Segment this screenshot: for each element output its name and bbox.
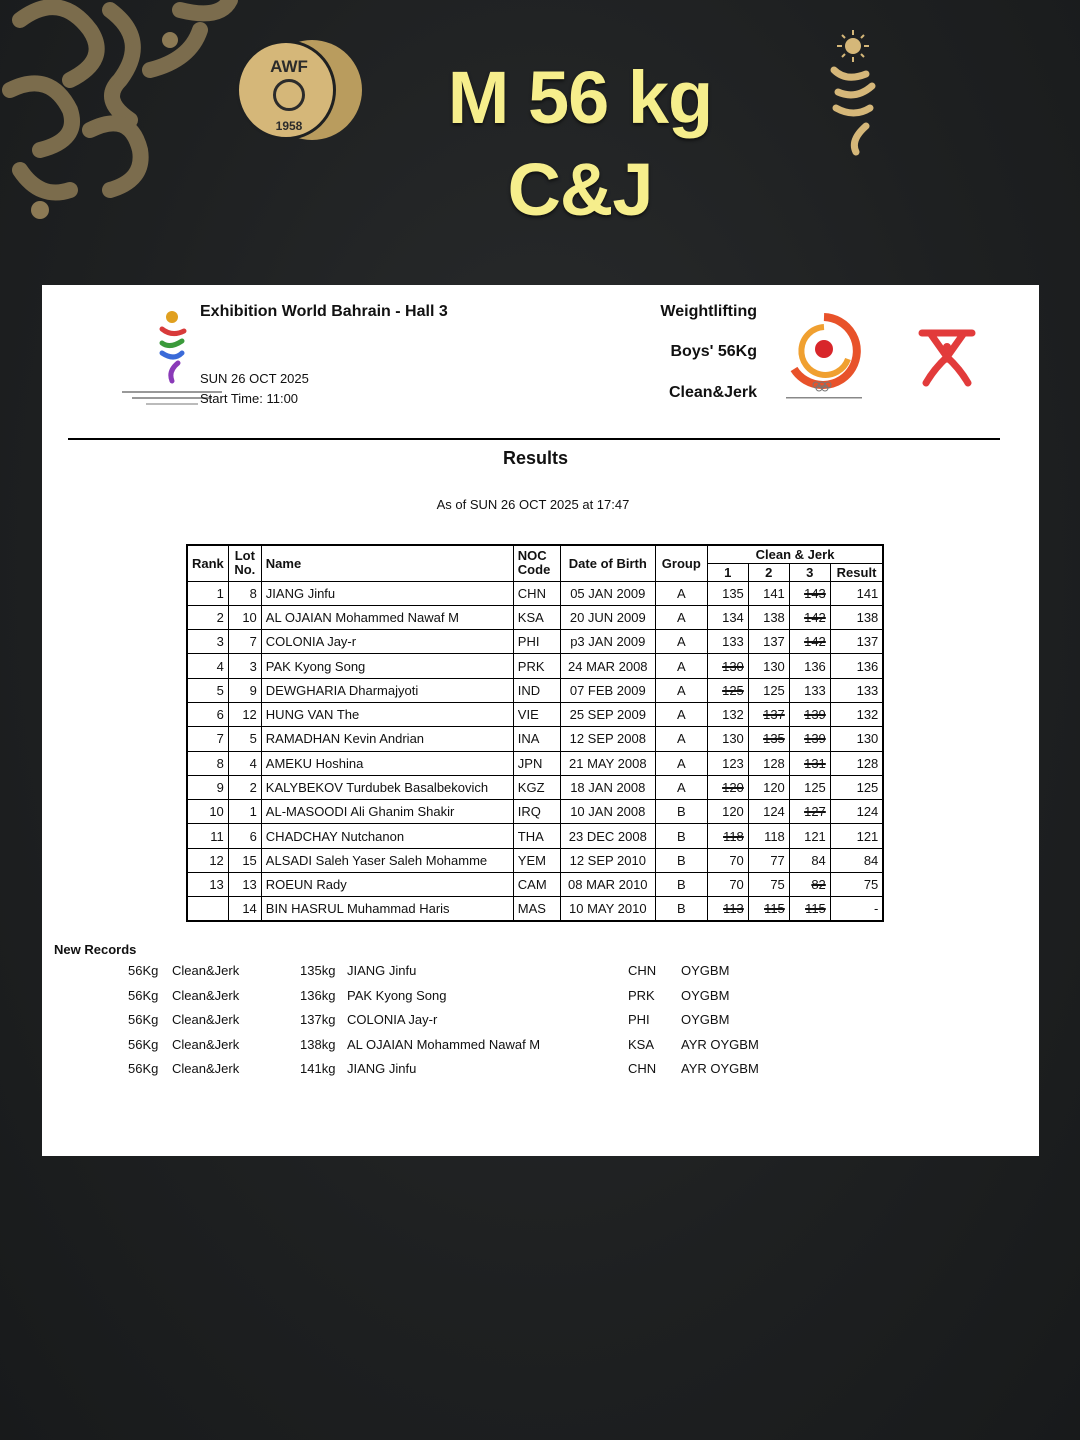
col-attempt-2: 2	[748, 563, 789, 581]
cell-result: 141	[830, 581, 883, 605]
cell-group: B	[655, 848, 707, 872]
cell-dob: 20 JUN 2009	[560, 605, 655, 629]
cell-a1: 125	[707, 678, 748, 702]
cell-lot: 12	[228, 702, 261, 726]
cell-a3: 84	[789, 848, 830, 872]
cell-result: 121	[830, 824, 883, 848]
cell-lot: 4	[228, 751, 261, 775]
results-document	[42, 285, 1039, 1156]
record-noc: PRK	[628, 987, 655, 1003]
col-attempt-1: 1	[707, 563, 748, 581]
cell-a2: 124	[748, 800, 789, 824]
cell-name: BIN HASRUL Muhammad Haris	[261, 897, 513, 921]
cell-lot: 10	[228, 605, 261, 629]
table-row	[187, 751, 883, 775]
cell-result: 75	[830, 873, 883, 897]
cell-result: 136	[830, 654, 883, 678]
record-name: AL OJAIAN Mohammed Nawaf M	[347, 1036, 541, 1052]
cell-rank: 12	[187, 848, 228, 872]
cell-a2: 130	[748, 654, 789, 678]
cell-dob: 25 SEP 2009	[560, 702, 655, 726]
cell-a1: 133	[707, 630, 748, 654]
col-noc-line1: NOC	[517, 548, 547, 564]
cell-rank: 5	[187, 678, 228, 702]
cell-name: PAK Kyong Song	[261, 654, 513, 678]
col-rank: Rank	[187, 545, 228, 581]
cell-dob: 21 MAY 2008	[560, 751, 655, 775]
title-line-lift: C&J	[507, 148, 653, 231]
cell-result: 124	[830, 800, 883, 824]
cell-lot: 5	[228, 727, 261, 751]
record-weight: 136kg	[300, 987, 336, 1003]
cell-rank: 9	[187, 775, 228, 799]
awf-logo-year: 1958	[275, 119, 303, 133]
start-time: Start Time: 11:00	[200, 391, 299, 406]
record-name: JIANG Jinfu	[347, 1061, 417, 1076]
header-divider	[68, 438, 1000, 440]
record-lift: Clean&Jerk	[172, 987, 240, 1003]
cell-a1: 123	[707, 751, 748, 775]
venue: Exhibition World Bahrain - Hall 3	[200, 303, 448, 320]
title-line-weight: M 56 kg	[447, 56, 713, 139]
cell-rank: 11	[187, 824, 228, 848]
cell-name: RAMADHAN Kevin Andrian	[261, 727, 513, 751]
cell-noc: MAS	[513, 897, 560, 921]
col-lot	[228, 545, 261, 581]
cell-rank: 8	[187, 751, 228, 775]
record-row	[42, 963, 942, 983]
page-title	[380, 52, 780, 236]
cell-a2: 120	[748, 775, 789, 799]
cell-a2: 128	[748, 751, 789, 775]
record-row	[42, 1061, 942, 1081]
col-name: Name	[261, 545, 513, 581]
cell-lot: 14	[228, 897, 261, 921]
cell-a2: 141	[748, 581, 789, 605]
cell-a1: 70	[707, 848, 748, 872]
cell-rank: 2	[187, 605, 228, 629]
cell-lot: 7	[228, 630, 261, 654]
cell-dob: 18 JAN 2008	[560, 775, 655, 799]
table-row	[187, 824, 883, 848]
cell-a2: 137	[748, 702, 789, 726]
cell-a1: 135	[707, 581, 748, 605]
record-name: COLONIA Jay-r	[347, 1012, 438, 1027]
cell-lot: 2	[228, 775, 261, 799]
record-record: OYGBM	[681, 963, 730, 978]
cell-result: 128	[830, 751, 883, 775]
record-record: OYGBM	[681, 1012, 730, 1027]
cell-noc: KSA	[513, 605, 560, 629]
cell-result: 137	[830, 630, 883, 654]
cell-result: 125	[830, 775, 883, 799]
cell-name: DEWGHARIA Dharmajyoti	[261, 678, 513, 702]
cell-noc: THA	[513, 824, 560, 848]
cell-noc: PRK	[513, 654, 560, 678]
cell-a2: 77	[748, 848, 789, 872]
cell-dob: 12 SEP 2008	[560, 727, 655, 751]
cell-result: 133	[830, 678, 883, 702]
table-row	[187, 630, 883, 654]
cell-name: HUNG VAN The	[261, 702, 513, 726]
cell-a1: 130	[707, 727, 748, 751]
cell-rank: 13	[187, 873, 228, 897]
cell-a3: 143	[789, 581, 830, 605]
record-noc: CHN	[628, 1061, 657, 1076]
cell-a3: 139	[789, 727, 830, 751]
cell-result: 138	[830, 605, 883, 629]
cell-rank: 6	[187, 702, 228, 726]
cell-a1: 118	[707, 824, 748, 848]
cell-lot: 13	[228, 873, 261, 897]
cell-group: B	[655, 873, 707, 897]
cell-a3: 133	[789, 678, 830, 702]
cell-group: A	[655, 751, 707, 775]
cell-a1: 113	[707, 897, 748, 921]
cell-a3: 142	[789, 605, 830, 629]
col-lot-line1: Lot	[234, 548, 255, 564]
record-row	[42, 1012, 942, 1032]
cell-a3: 139	[789, 702, 830, 726]
cell-a2: 125	[748, 678, 789, 702]
as-of-timestamp: As of SUN 26 OCT 2025 at 17:47	[436, 497, 630, 512]
cell-a3: 82	[789, 873, 830, 897]
cell-a2: 75	[748, 873, 789, 897]
cell-dob: p3 JAN 2009	[560, 630, 655, 654]
cell-rank: 3	[187, 630, 228, 654]
col-noc	[513, 545, 560, 581]
cell-name: CHADCHAY Nutchanon	[261, 824, 513, 848]
cell-result: -	[830, 897, 883, 921]
col-lot-line2: No.	[234, 562, 256, 578]
cell-name: ALSADI Saleh Yaser Saleh Mohamme	[261, 848, 513, 872]
cell-dob: 12 SEP 2010	[560, 848, 655, 872]
table-row	[187, 654, 883, 678]
awf-logo-text: AWF	[270, 57, 308, 76]
cell-rank: 10	[187, 800, 228, 824]
cell-name: JIANG Jinfu	[261, 581, 513, 605]
cell-a2: 118	[748, 824, 789, 848]
new-records-title: New Records	[54, 942, 137, 957]
cell-rank: 4	[187, 654, 228, 678]
cell-group: A	[655, 775, 707, 799]
record-lift: Clean&Jerk	[172, 1012, 240, 1027]
sun-icon	[273, 79, 305, 111]
cell-a1: 120	[707, 775, 748, 799]
record-name: PAK Kyong Song	[347, 987, 447, 1003]
cell-a3: 127	[789, 800, 830, 824]
cell-noc: VIE	[513, 702, 560, 726]
record-cat: 56Kg	[128, 963, 159, 978]
iwf-logo	[916, 323, 978, 387]
cell-a3: 125	[789, 775, 830, 799]
cell-noc: PHI	[513, 630, 560, 654]
record-lift: Clean&Jerk	[172, 1061, 240, 1076]
record-noc: CHN	[628, 963, 657, 978]
cell-lot: 15	[228, 848, 261, 872]
cell-lot: 6	[228, 824, 261, 848]
cell-noc: IND	[513, 678, 560, 702]
cell-rank: 7	[187, 727, 228, 751]
cell-group: B	[655, 897, 707, 921]
cell-group: A	[655, 678, 707, 702]
cell-noc: CAM	[513, 873, 560, 897]
col-result: Result	[830, 563, 883, 581]
cell-group: A	[655, 630, 707, 654]
cell-noc: INA	[513, 727, 560, 751]
cell-dob: 07 FEB 2009	[560, 678, 655, 702]
cell-a1: 70	[707, 873, 748, 897]
cell-dob: 10 JAN 2008	[560, 800, 655, 824]
col-dob: Date of Birth	[560, 545, 655, 581]
cell-a3: 142	[789, 630, 830, 654]
cell-rank: 1	[187, 581, 228, 605]
cell-a3: 121	[789, 824, 830, 848]
cell-name: AL-MASOODI Ali Ghanim Shakir	[261, 800, 513, 824]
table-row	[187, 702, 883, 726]
cell-name: AL OJAIAN Mohammed Nawaf M	[261, 605, 513, 629]
record-row	[42, 1037, 942, 1057]
cell-result: 132	[830, 702, 883, 726]
cell-group: A	[655, 581, 707, 605]
record-weight: 138kg	[300, 1036, 336, 1052]
cell-a2: 135	[748, 727, 789, 751]
cell-group: B	[655, 824, 707, 848]
cell-a2: 115	[748, 897, 789, 921]
cell-a1: 120	[707, 800, 748, 824]
event-date: SUN 26 OCT 2025	[200, 371, 309, 386]
cell-result: 84	[830, 848, 883, 872]
table-row	[187, 800, 883, 824]
table-row	[187, 678, 883, 702]
record-lift: Clean&Jerk	[172, 963, 240, 978]
table-row	[187, 727, 883, 751]
cell-lot: 8	[228, 581, 261, 605]
record-name: JIANG Jinfu	[347, 963, 417, 978]
sport: Weightlifting	[660, 303, 757, 320]
cell-noc: JPN	[513, 751, 560, 775]
col-clean-jerk: Clean & Jerk	[707, 545, 883, 563]
cell-name: COLONIA Jay-r	[261, 630, 513, 654]
table-row	[187, 848, 883, 872]
cell-rank	[187, 897, 228, 921]
table-row	[187, 873, 883, 897]
record-cat: 56Kg	[128, 987, 159, 1003]
cell-noc: KGZ	[513, 775, 560, 799]
table-row	[187, 897, 883, 921]
cell-group: A	[655, 654, 707, 678]
record-record: AYR OYGBM	[681, 1061, 759, 1076]
event-category: Boys' 56Kg	[670, 343, 757, 360]
cell-lot: 1	[228, 800, 261, 824]
awf-logo	[236, 40, 366, 144]
cell-noc: CHN	[513, 581, 560, 605]
cell-a1: 134	[707, 605, 748, 629]
cell-name: KALYBEKOV Turdubek Basalbekovich	[261, 775, 513, 799]
cell-a1: 132	[707, 702, 748, 726]
cell-dob: 23 DEC 2008	[560, 824, 655, 848]
event-phase: Clean&Jerk	[668, 384, 757, 401]
cell-name: AMEKU Hoshina	[261, 751, 513, 775]
record-record: OYGBM	[681, 987, 730, 1003]
table-row	[187, 581, 883, 605]
cell-group: A	[655, 702, 707, 726]
results-title: Results	[502, 448, 569, 468]
cell-a3: 131	[789, 751, 830, 775]
col-attempt-3: 3	[789, 563, 830, 581]
record-noc: KSA	[628, 1036, 655, 1052]
cell-noc: YEM	[513, 848, 560, 872]
table-row	[187, 775, 883, 799]
cell-a3: 136	[789, 654, 830, 678]
record-row	[42, 988, 942, 1008]
calligraphy-decoration	[0, 0, 250, 230]
cell-a2: 138	[748, 605, 789, 629]
record-record: AYR OYGBM	[681, 1036, 759, 1052]
cell-lot: 3	[228, 654, 261, 678]
cell-noc: IRQ	[513, 800, 560, 824]
col-group: Group	[655, 545, 707, 581]
cell-group: A	[655, 727, 707, 751]
cell-dob: 08 MAR 2010	[560, 873, 655, 897]
record-weight: 137kg	[300, 1012, 336, 1027]
cell-group: A	[655, 605, 707, 629]
cell-dob: 24 MAR 2008	[560, 654, 655, 678]
record-cat: 56Kg	[128, 1036, 159, 1052]
table-row	[187, 605, 883, 629]
cell-group: B	[655, 800, 707, 824]
record-cat: 56Kg	[128, 1061, 159, 1076]
record-cat: 56Kg	[128, 1012, 159, 1027]
cell-lot: 9	[228, 678, 261, 702]
col-noc-line2: Code	[517, 562, 551, 578]
cell-name: ROEUN Rady	[261, 873, 513, 897]
record-noc: PHI	[628, 1012, 650, 1027]
record-lift: Clean&Jerk	[172, 1036, 240, 1052]
cell-dob: 05 JAN 2009	[560, 581, 655, 605]
record-weight: 135kg	[300, 963, 336, 978]
cell-a3: 115	[789, 897, 830, 921]
cell-a2: 137	[748, 630, 789, 654]
record-weight: 141kg	[300, 1061, 336, 1076]
cell-result: 130	[830, 727, 883, 751]
olympic-council-of-asia-logo	[778, 309, 870, 405]
asian-youth-games-emblem	[826, 30, 880, 156]
cell-dob: 10 MAY 2010	[560, 897, 655, 921]
results-table	[186, 544, 884, 922]
cell-a1: 130	[707, 654, 748, 678]
